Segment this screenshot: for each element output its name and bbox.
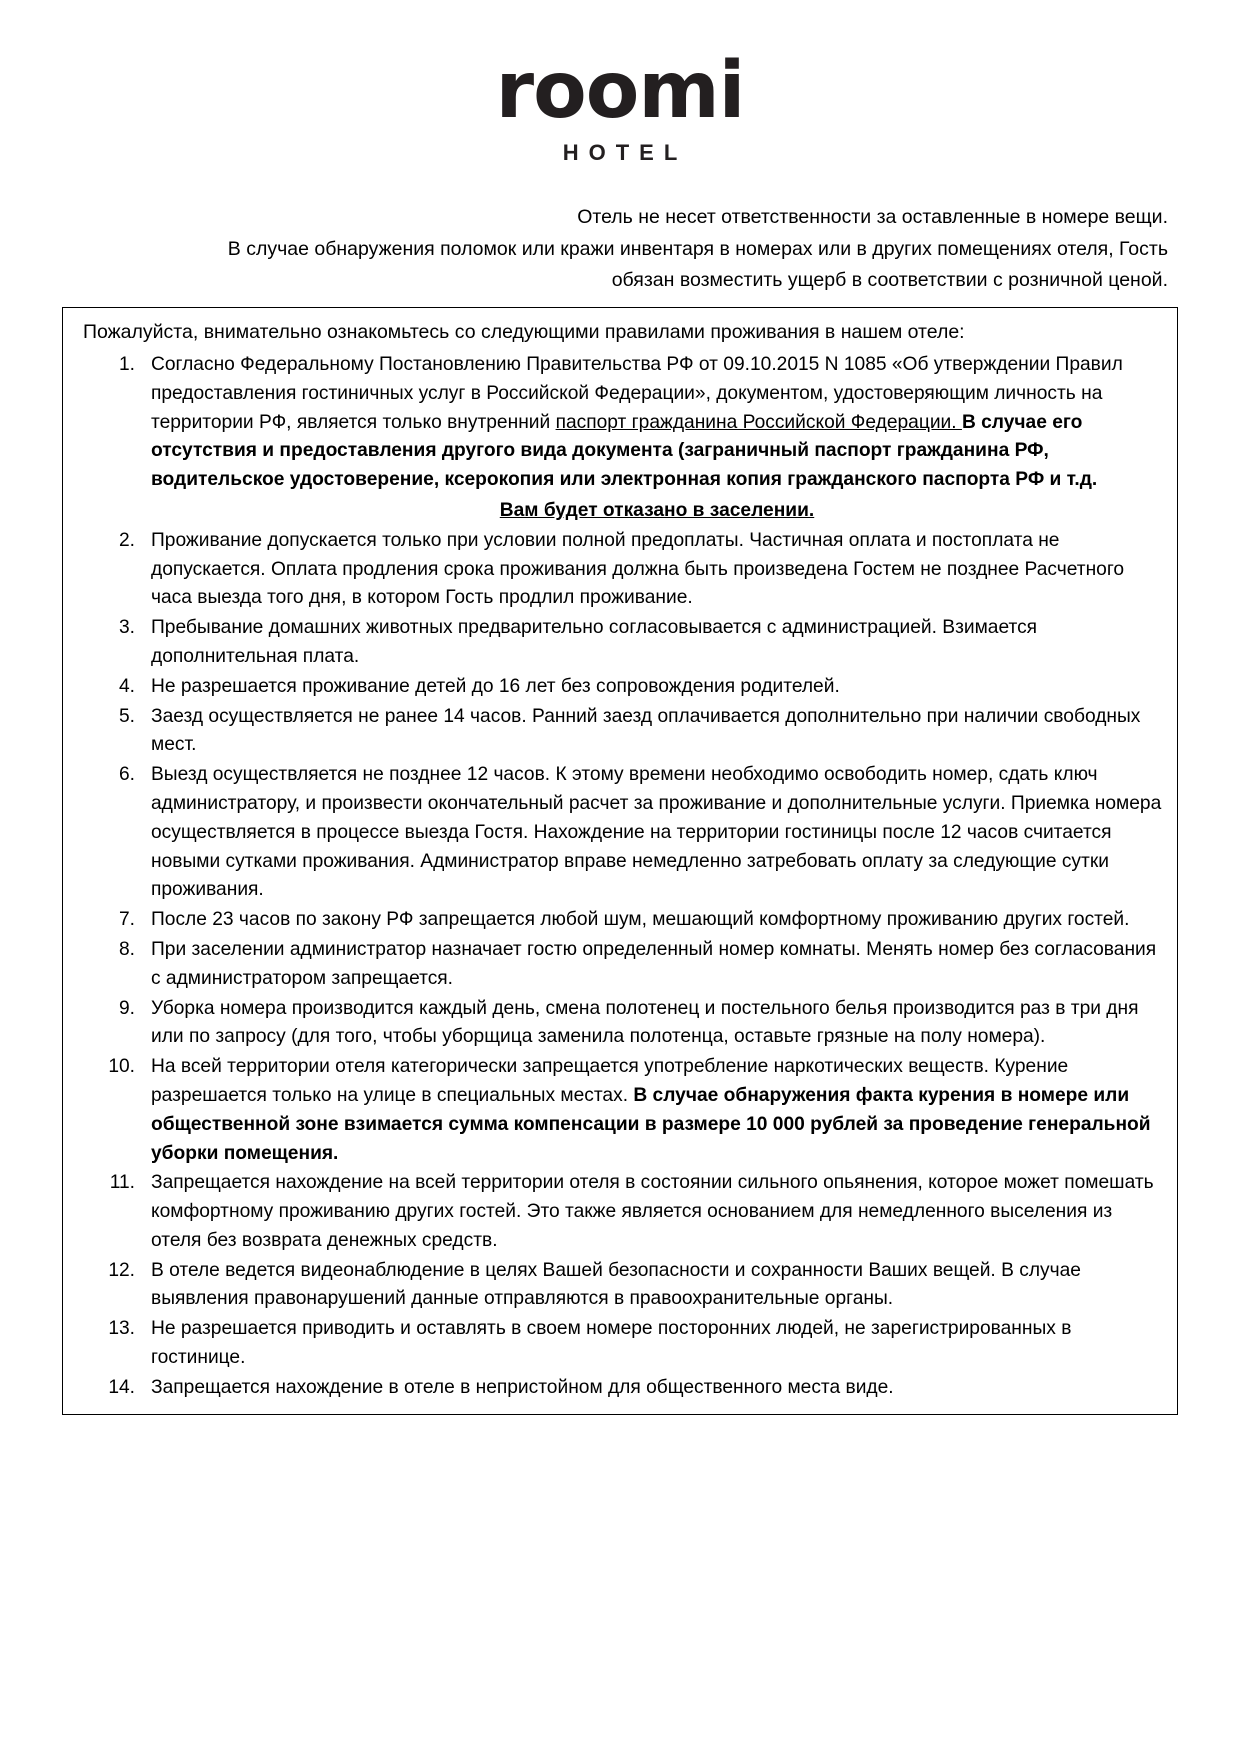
liability-note-line-2: В случае обнаружения поломок или кражи инвентаря в номерах или в других помещениях отеля, Гость <box>227 237 1168 260</box>
rule-item <box>77 1315 1163 1373</box>
rule-item <box>77 1053 1163 1168</box>
rule-item <box>77 351 1163 526</box>
rule-number: 9. <box>118 997 135 1019</box>
rule-item <box>77 995 1163 1053</box>
rule-text-segment: паспорт гражданина Российской Федерации. <box>555 411 962 433</box>
rule-number: 8. <box>118 938 135 960</box>
rule-text-segment: Не разрешается проживание детей до 16 лет без сопровождения родителей. <box>151 675 840 697</box>
liability-note <box>72 202 1168 297</box>
rule-item <box>77 1257 1163 1315</box>
rule-number: 10. <box>108 1056 135 1078</box>
rule-text-segment: После 23 часов по закону РФ запрещается любой шум, мешающий комфортному проживанию других гостей. <box>151 909 1130 931</box>
rules-list <box>77 351 1163 1403</box>
rule-text-segment: Пребывание домашних животных предварительно согласовывается с администрацией. Взимается дополнительная плата. <box>151 617 1038 667</box>
rule-number: 7. <box>118 909 135 931</box>
rule-text-segment: На всей территории отеля категорически запрещается употребление наркотических веществ. Курение разрешается только на улице в специальных местах. <box>151 1056 1069 1106</box>
rule-number: 3. <box>118 617 135 639</box>
liability-note-line-1: Отель не несет ответственности за оставленные в номере вещи. <box>577 206 1168 228</box>
rule-text-segment <box>151 497 1163 526</box>
rule-item <box>77 673 1163 702</box>
rule-text-segment: Уборка номера производится каждый день, смена полотенец и постельного белья производится раз в три дня или по запросу (для того, чтобы уборщица заменила полотенца, оставьте грязные на полу номера). <box>151 997 1139 1048</box>
rule-text-segment: Запрещается нахождение в отеле в непристойном для общественного места виде. <box>151 1376 894 1398</box>
rule-number: 6. <box>118 764 135 786</box>
rules-intro: Пожалуйста, внимательно ознакомьтесь со следующими правилами проживания в нашем отеле: <box>83 320 965 343</box>
rule-text-segment: При заселении администратор назначает гостю определенный номер комнаты. Менять номер без согласования с администратором запрещается. <box>151 938 1157 989</box>
logo-subtitle: HOTEL <box>562 140 688 165</box>
rule-text-segment: В отеле ведется видеонаблюдение в целях Вашей безопасности и сохранности Ваших вещей. В случае выявления правонарушений данные отправляются в правоохранительные органы. <box>151 1259 1081 1310</box>
rule-text-segment: Заезд осуществляется не ранее 14 часов. Ранний заезд оплачивается дополнительно при наличии свободных мест. <box>151 705 1141 756</box>
rule-item <box>77 936 1163 994</box>
rule-text-segment: Проживание допускается только при условии полной предоплаты. Частичная оплата и постоплата не допускается. Оплата продления срока проживания должна быть произведена Гостем не позднее Расчетного часа выезда того дня, в котором Гость продлил проживание. <box>151 529 1125 609</box>
rule-item <box>77 761 1163 905</box>
rule-number: 12. <box>108 1259 135 1281</box>
rule-number: 4. <box>118 675 135 697</box>
rule-number: 13. <box>108 1318 135 1340</box>
rule-item <box>77 906 1163 935</box>
rule-text-segment: Согласно Федеральному Постановлению Правительства РФ от 09.10.2015 N 1085 «Об утверждении Правил предоставления гостиничных услуг в Российской Федерации», документом, удостоверяющим личность на территории РФ, является только внутренний <box>151 353 1123 433</box>
rule-item <box>77 527 1163 613</box>
rule-text-segment: Выезд осуществляется не позднее 12 часов. К этому времени необходимо освободить номер, сдать ключ администратору, и произвести окончательный расчет за проживание и дополнительные услуги. Приемка номера осуществляется в процессе выезда Гостя. Нахождение на территории гостиницы после 12 часов считается новыми сутками проживания. Администратор вправе немедленно затребовать оплату за следующие сутки проживания. <box>151 764 1162 901</box>
rule-text-segment: Не разрешается приводить и оставлять в своем номере посторонних людей, не зарегистрированных в гостинице. <box>151 1318 1072 1369</box>
rule-emphasis: Вам будет отказано в заселении. <box>499 499 815 521</box>
rule-item <box>77 1374 1163 1403</box>
rule-text-segment: В случае его отсутствия и предоставления другого вида документа (заграничный паспорт гражданина РФ, водительское удостоверение, ксерокопия или электронная копия гражданского паспорта РФ и т.д. <box>151 411 1098 491</box>
rules-box <box>62 307 1178 1415</box>
rule-number: 5. <box>118 705 135 727</box>
rule-number: 2. <box>118 529 135 551</box>
hotel-logo <box>0 0 1240 166</box>
logo-wordmark: roomi <box>495 46 745 136</box>
rule-number: 1. <box>118 353 135 375</box>
liability-note-line-3: обязан возместить ущерб в соответствии с розничной ценой. <box>611 269 1168 292</box>
rule-number: 11. <box>109 1172 135 1194</box>
rule-item <box>77 703 1163 761</box>
rule-number: 14. <box>108 1376 135 1398</box>
rule-item <box>77 1169 1163 1255</box>
rule-text-segment: Запрещается нахождение на всей территории отеля в состоянии сильного опьянения, которое может помешать комфортному проживанию других гостей. Это также является основанием для немедленного выселения из отеля без возврата денежных средств. <box>151 1172 1154 1251</box>
rule-item <box>77 614 1163 672</box>
rule-text-segment: В случае обнаружения факта курения в номере или общественной зоне взимается сумма компенсации в размере 10 000 рублей за проведение генеральной уборки помещения. <box>151 1084 1151 1164</box>
